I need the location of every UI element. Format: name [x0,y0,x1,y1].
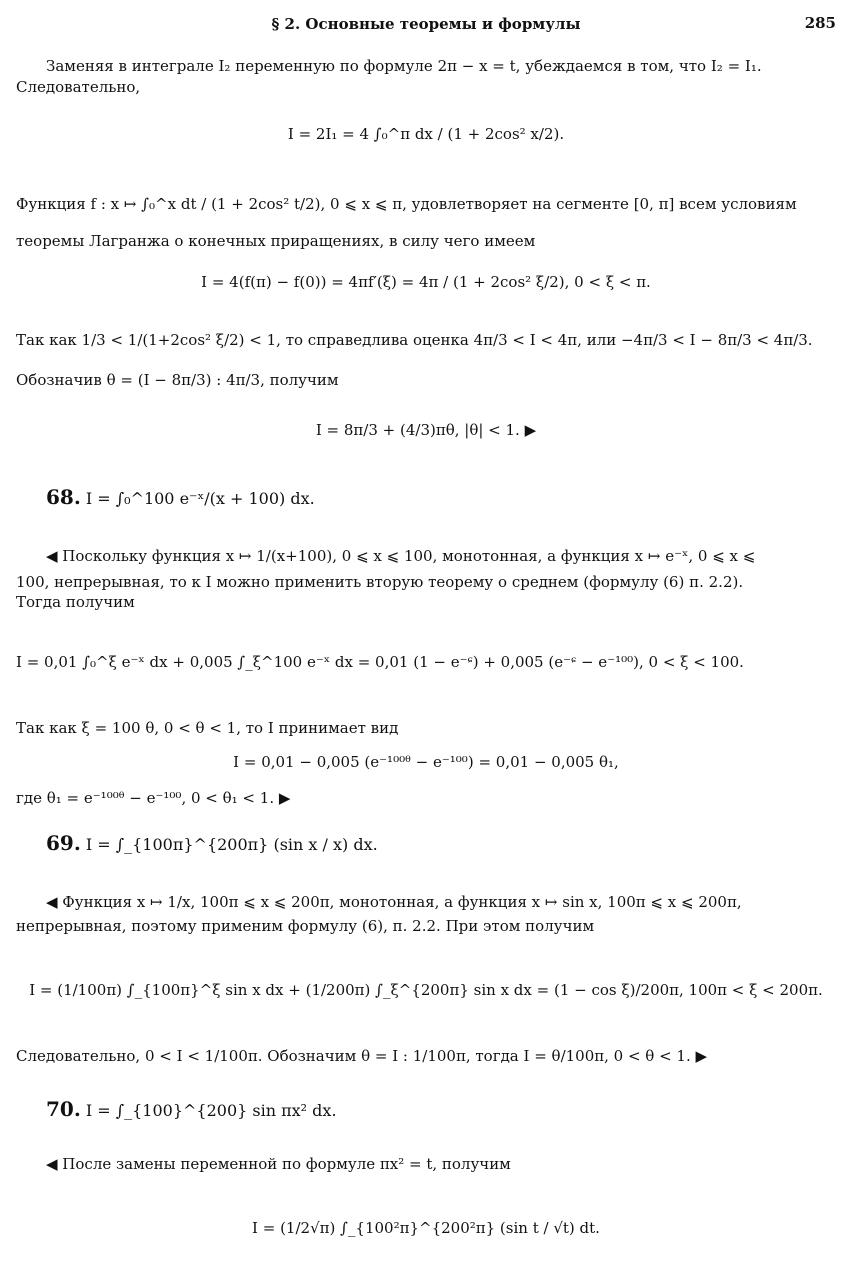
text-line: непрерывная, поэтому применим формулу (6), п. 2.2. При этом получим [16,917,595,935]
display-formula: I = 8π/3 + (4/3)πθ, |θ| < 1. ▶ [315,421,537,439]
problem-69 [46,832,378,856]
display-formula: I = 2I₁ = 4 ∫₀^π dx / (1 + 2cos² x/2). [287,125,565,143]
page-number: 285 [804,14,836,32]
text-line: 100, непрерывная, то к I можно применить вторую теорему о среднем (формулу (6) п. 2.2). [16,573,744,591]
text-line: Так как 1/3 < 1/(1+2cos² ξ/2) < 1, то справедлива оценка 4π/3 < I < 4π, или −4π/3 < I − 8π/3 < 4π/3. [16,331,813,349]
problem-formula: I = ∫_{100π}^{200π} (sin x / x) dx. [85,835,378,854]
problem-number: 68. [46,485,81,509]
problem-number: 70. [46,1097,81,1121]
text-line: теоремы Лагранжа о конечных приращениях, в силу чего имеем [16,232,536,250]
display-formula: I = 0,01 ∫₀^ξ e⁻ˣ dx + 0,005 ∫_ξ^100 e⁻ˣ dx = 0,01 (1 − e⁻ᶝ) + 0,005 (e⁻ᶝ − e⁻¹⁰⁰), 0 < ξ < 100. [16,653,744,671]
text-line: Следовательно, [16,78,141,96]
text-line: Функция f : x ↦ ∫₀^x dt / (1 + 2cos² t/2), 0 ⩽ x ⩽ π, удовлетворяет на сегменте [0, π] всем условиям [16,195,797,213]
text-line: Заменяя в интеграле I₂ переменную по формуле 2π − x = t, убеждаемся в том, что I₂ = I₁. [46,57,762,75]
display-formula: I = (1/2√π) ∫_{100²π}^{200²π} (sin t / √t) dt. [252,1219,600,1237]
text-line: ◀ Поскольку функция x ↦ 1/(x+100), 0 ⩽ x ⩽ 100, монотонная, а функция x ↦ e⁻ˣ, 0 ⩽ x ⩽ [46,547,756,565]
problem-68 [46,486,315,510]
text-line: Тогда получим [16,593,135,611]
running-header: § 2. Основные теоремы и формулы [271,15,581,33]
display-formula: I = 0,01 − 0,005 (e⁻¹⁰⁰ᶿ − e⁻¹⁰⁰) = 0,01 − 0,005 θ₁, [233,753,619,771]
problem-number: 69. [46,831,81,855]
text-line: Так как ξ = 100 θ, 0 < θ < 1, то I принимает вид [16,719,399,737]
display-formula: I = (1/100π) ∫_{100π}^ξ sin x dx + (1/200π) ∫_ξ^{200π} sin x dx = (1 − cos ξ)/200π, 100π < ξ < 200π. [29,981,823,999]
display-formula: I = 4(f(π) − f(0)) = 4πf′(ξ) = 4π / (1 + 2cos² ξ/2), 0 < ξ < π. [201,273,651,291]
problem-70 [46,1098,337,1122]
text-line: Обозначив θ = (I − 8π/3) : 4π/3, получим [16,371,339,389]
text-line: где θ₁ = e⁻¹⁰⁰ᶿ − e⁻¹⁰⁰, 0 < θ₁ < 1. ▶ [16,789,291,807]
text-line: ◀ Функция x ↦ 1/x, 100π ⩽ x ⩽ 200π, монотонная, а функция x ↦ sin x, 100π ⩽ x ⩽ 200π, [46,893,742,911]
text-line: Следовательно, 0 < I < 1/100π. Обозначим θ = I : 1/100π, тогда I = θ/100π, 0 < θ < 1. ▶ [16,1047,708,1065]
text-line: ◀ После замены переменной по формуле πx² = t, получим [46,1155,511,1173]
problem-formula: I = ∫_{100}^{200} sin πx² dx. [85,1101,337,1120]
problem-formula: I = ∫₀^100 e⁻ˣ/(x + 100) dx. [85,489,315,508]
